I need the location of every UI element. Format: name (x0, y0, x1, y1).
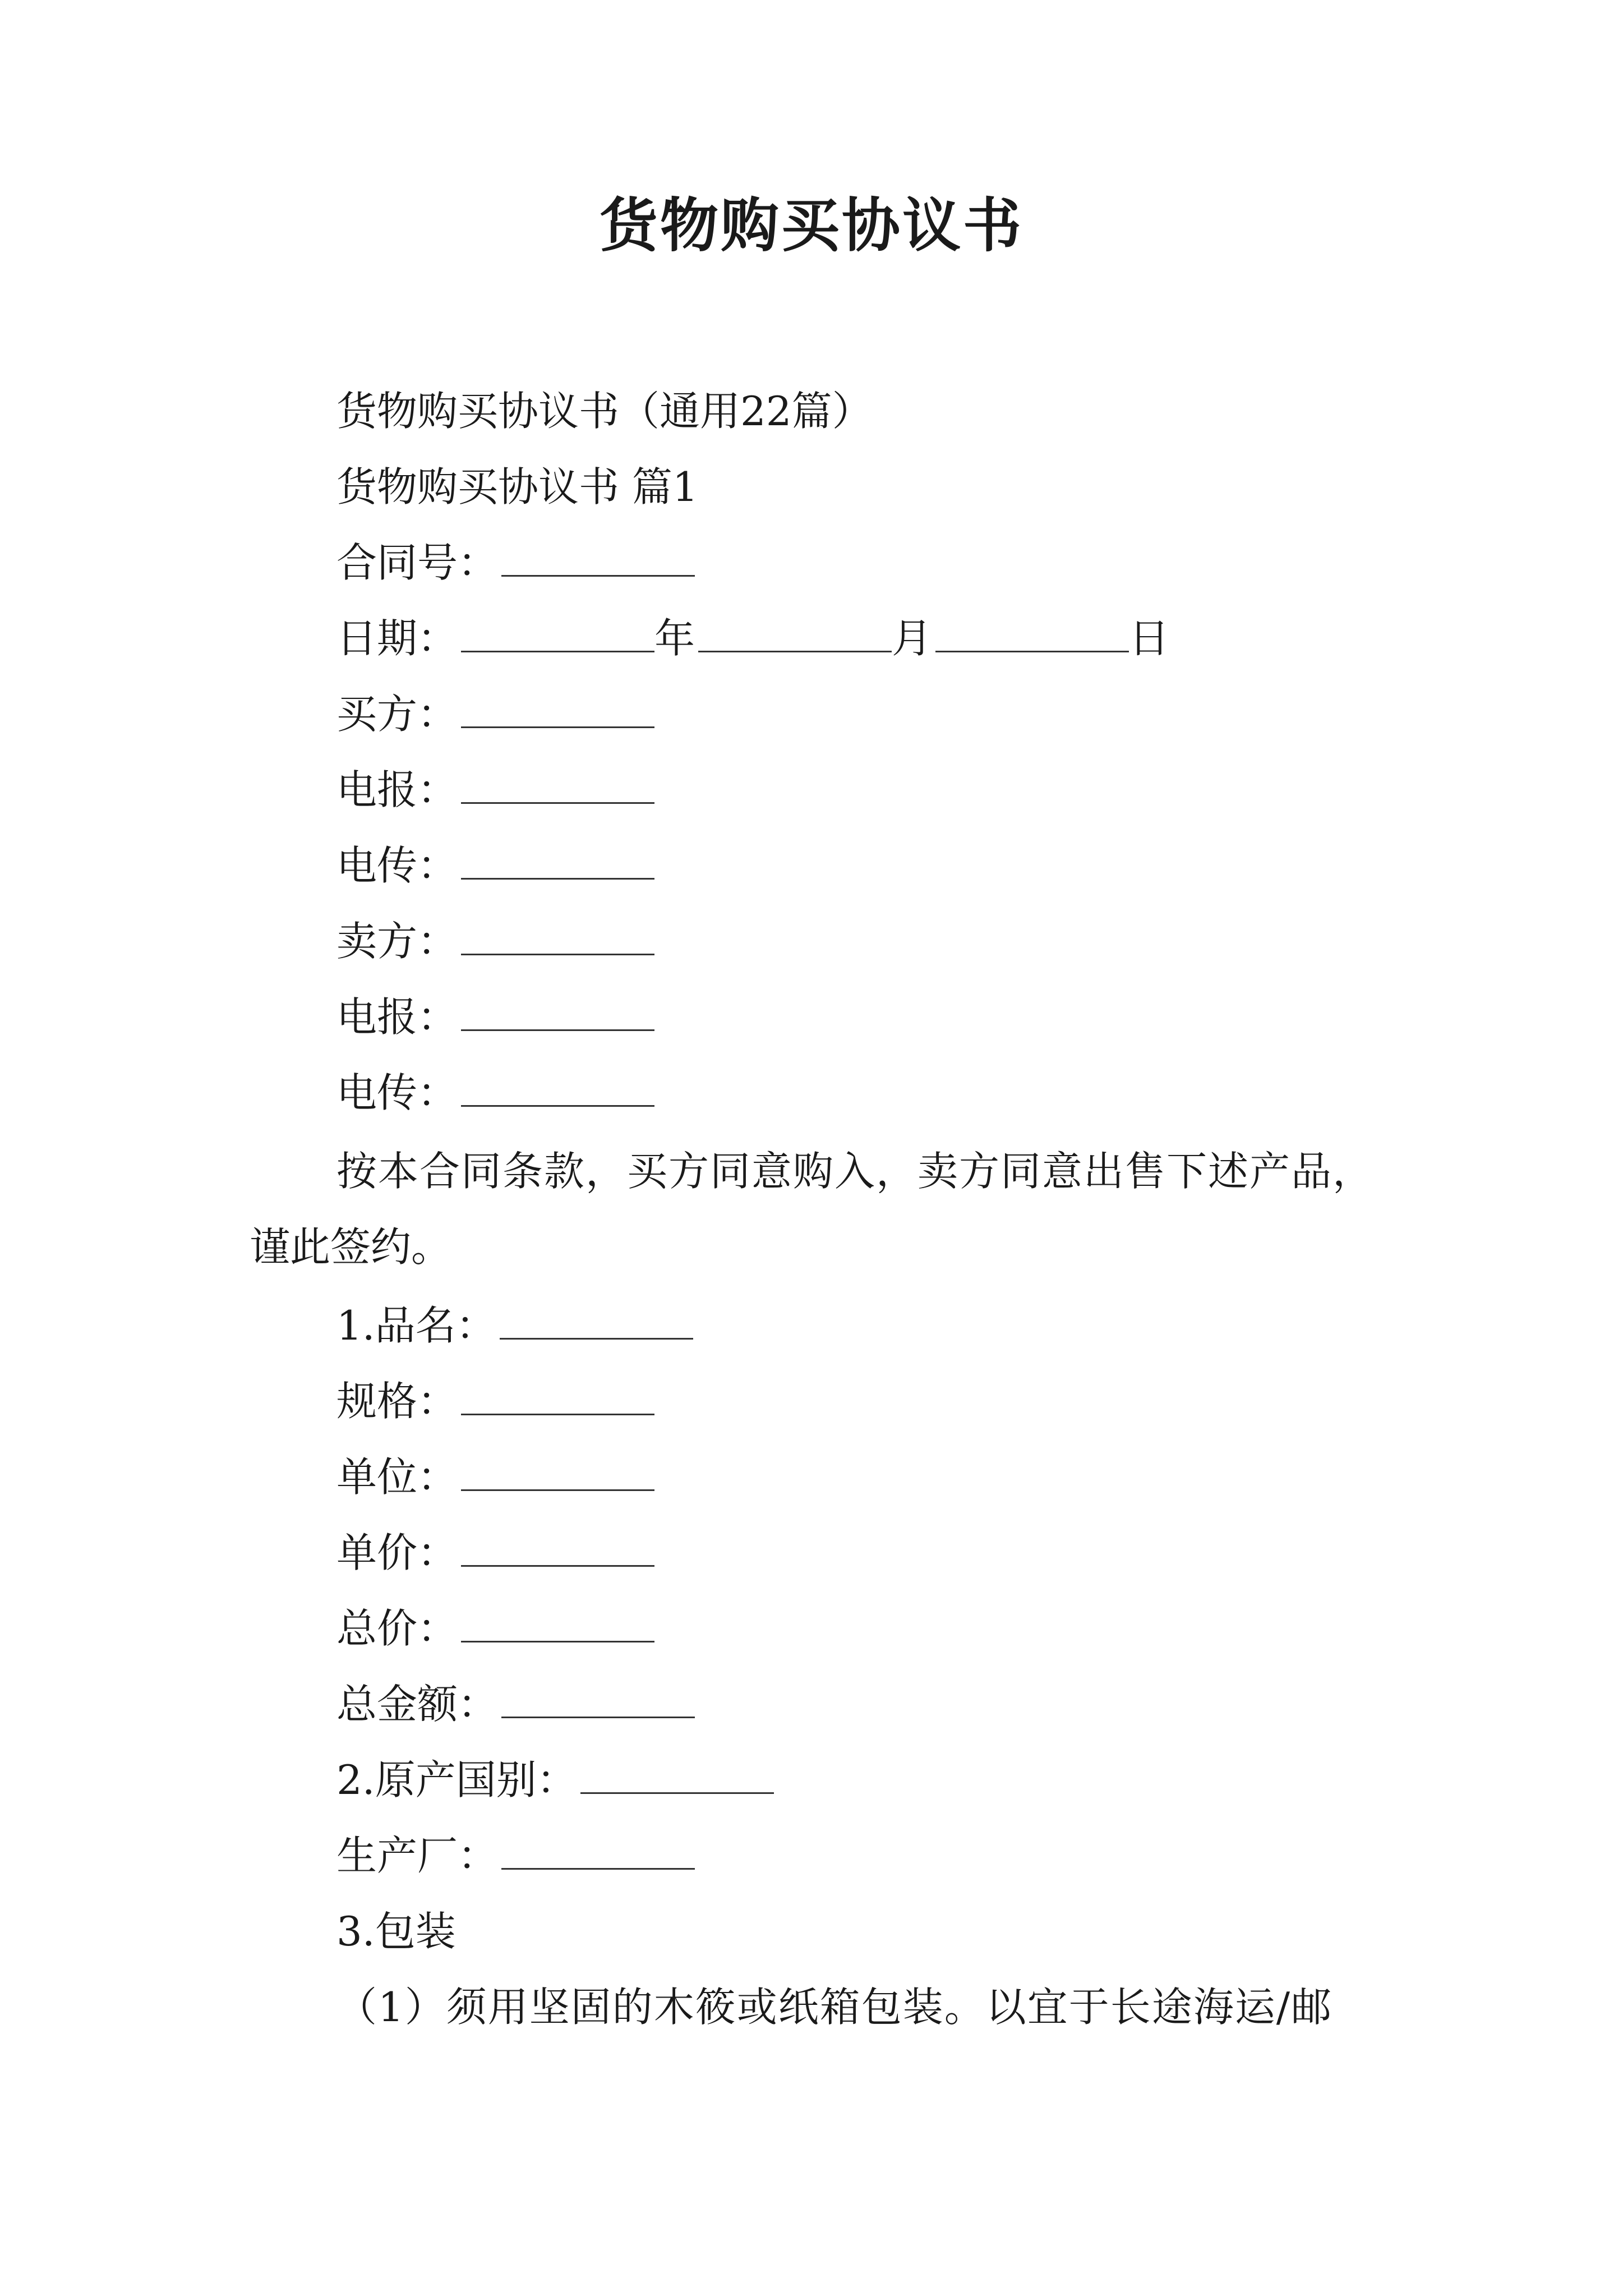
unit-price-row (336, 1529, 654, 1577)
month-blank[interactable] (698, 616, 892, 652)
buyer-fax-row (336, 841, 654, 890)
seller-row (336, 917, 654, 965)
year-label: 年 (654, 615, 695, 662)
total-price-label: 总价： (336, 1605, 458, 1652)
seller-telegram-row (336, 993, 654, 1041)
unit-label: 单位： (336, 1453, 458, 1501)
origin-country-row (336, 1756, 774, 1804)
unit-blank[interactable] (461, 1455, 654, 1491)
buyer-row (336, 690, 654, 738)
packaging-heading: 3.包装 (336, 1908, 456, 1955)
year-blank[interactable] (461, 616, 654, 652)
buyer-telegram-blank[interactable] (461, 767, 654, 804)
manufacturer-blank[interactable] (501, 1833, 695, 1870)
buyer-blank[interactable] (461, 692, 654, 728)
product-name-row (336, 1301, 693, 1350)
origin-country-blank[interactable] (580, 1757, 774, 1794)
buyer-fax-blank[interactable] (461, 843, 654, 880)
total-price-blank[interactable] (461, 1606, 654, 1642)
day-blank[interactable] (935, 616, 1129, 652)
agreement-paragraph-line2: 谨此签约。 (250, 1223, 452, 1271)
manufacturer-row (336, 1832, 695, 1880)
buyer-telegram-label: 电报： (336, 766, 458, 813)
day-label: 日 (1129, 615, 1170, 662)
product-name-label: 1.品名： (336, 1302, 496, 1349)
product-name-blank[interactable] (500, 1303, 693, 1340)
origin-country-label: 2.原产国别： (336, 1756, 577, 1803)
seller-fax-row (336, 1069, 654, 1117)
seller-fax-blank[interactable] (461, 1070, 654, 1107)
unit-price-label: 单价： (336, 1529, 458, 1576)
total-amount-row (336, 1680, 695, 1728)
unit-row (336, 1453, 654, 1501)
seller-telegram-label: 电报： (336, 993, 458, 1041)
seller-blank[interactable] (461, 919, 654, 955)
section-heading: 货物购买协议书 篇1 (336, 463, 698, 510)
total-amount-label: 总金额： (336, 1681, 499, 1728)
seller-fax-label: 电传： (336, 1069, 458, 1116)
contract-number-label: 合同号： (336, 539, 499, 586)
spec-row (336, 1377, 654, 1425)
seller-label: 卖方： (336, 918, 458, 965)
document-subtitle: 货物购买协议书（通用22篇） (336, 388, 873, 435)
date-row (336, 614, 1169, 662)
spec-blank[interactable] (461, 1379, 654, 1415)
buyer-fax-label: 电传： (336, 842, 458, 889)
manufacturer-label: 生产厂： (336, 1832, 499, 1879)
buyer-telegram-row (336, 766, 654, 814)
seller-telegram-blank[interactable] (461, 995, 654, 1031)
date-label: 日期： (336, 615, 458, 662)
month-label: 月 (892, 615, 933, 662)
total-price-row (336, 1604, 654, 1653)
total-amount-blank[interactable] (501, 1682, 695, 1718)
packaging-item-1: （1）须用坚固的木筱或纸箱包装。以宜于长途海运/邮 (336, 1984, 1333, 2031)
spec-label: 规格： (336, 1378, 458, 1425)
unit-price-blank[interactable] (461, 1530, 654, 1567)
contract-number-blank[interactable] (501, 540, 695, 577)
contract-number-row (336, 539, 695, 587)
document-title: 货物购买协议书 (599, 191, 1023, 260)
agreement-paragraph-line1: 按本合同条款，买方同意购入，卖方同意出售下述产品， (336, 1148, 1375, 1195)
buyer-label: 买方： (336, 691, 458, 738)
